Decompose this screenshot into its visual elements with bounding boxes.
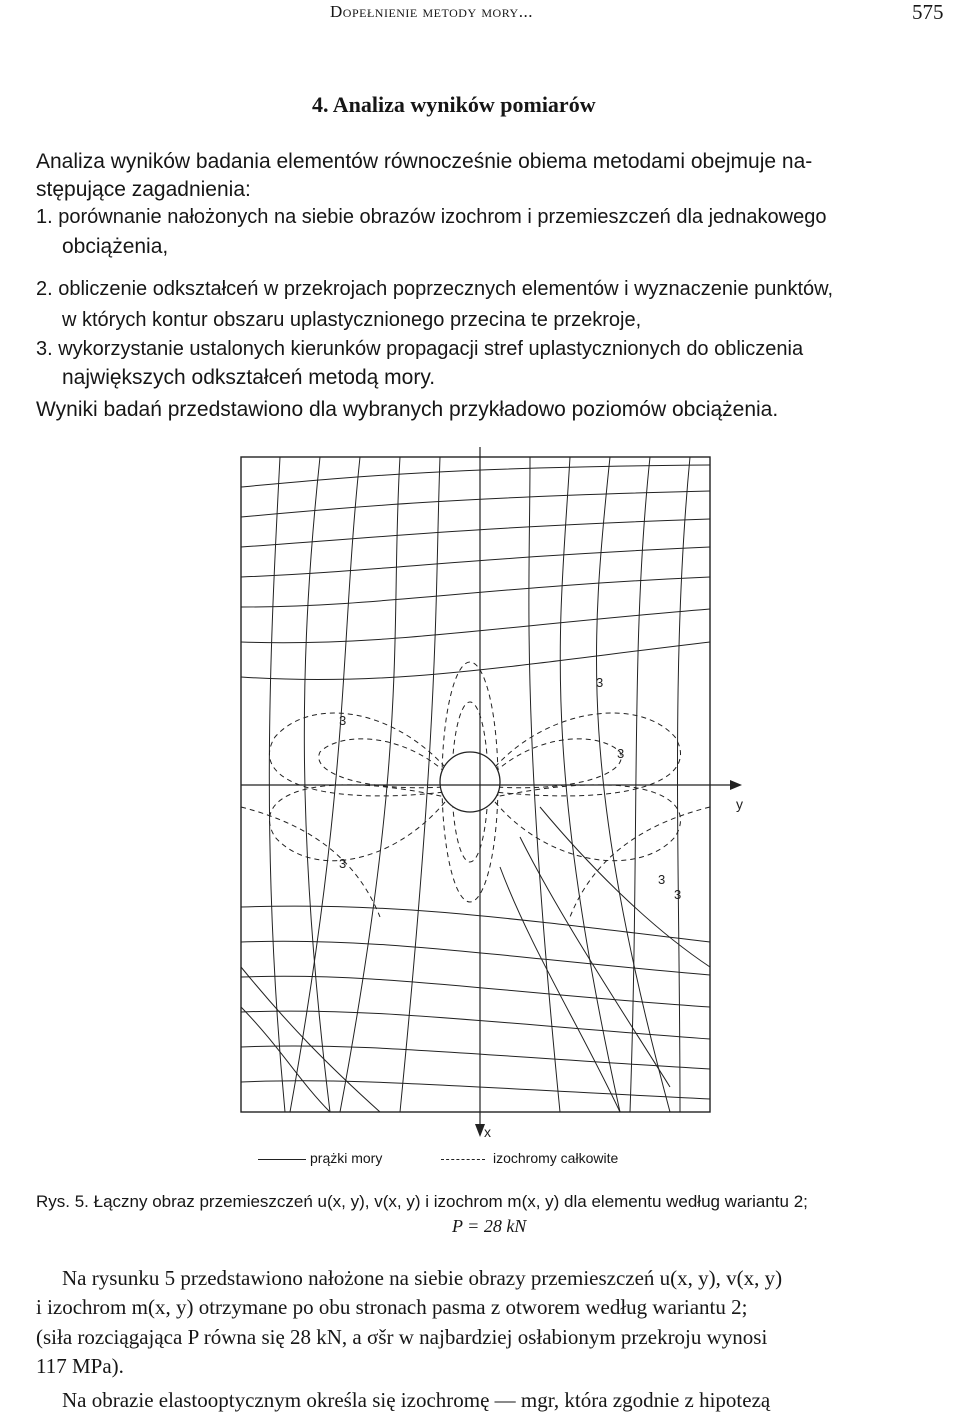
intro-line-3: 1. porównanie nałożonych na siebie obrazów izochrom i przemieszczeń dla jednakowego (36, 206, 827, 228)
paragraph-line-3: (siła rozciągająca P równa się 28 kN, a σšr w najbardziej osłabionym przekroju wynosi (36, 1325, 768, 1349)
running-head: Dopełnienie metody mory... (330, 2, 533, 21)
intro-line-5: 2. obliczenie odkształceń w przekrojach poprzecznych elementów i wyznaczenie punktów, (36, 278, 834, 300)
legend-solid-label: prążki mory (310, 1150, 383, 1166)
x-axis-label: x (484, 1124, 491, 1140)
intro-line-7: 3. wykorzystanie ustalonych kierunków propagacji stref uplastycznionych do obliczenia (36, 338, 804, 360)
contour-label-3: 3 (596, 675, 604, 690)
intro-line-1: Analiza wyników badania elementów równocześnie obiema metodami obejmuje na- (36, 150, 813, 173)
dashed-line-sample (441, 1159, 485, 1160)
section-title: 4. Analiza wyników pomiarów (312, 92, 596, 117)
y-axis-arrow (730, 780, 742, 790)
moire-isochromatic-figure (200, 447, 760, 1147)
contour-label-3: 3 (339, 856, 347, 871)
intro-line-8: największych odkształceń metodą mory. (62, 366, 436, 389)
contour-label-3: 3 (674, 887, 682, 902)
contour-label-3: 3 (658, 872, 666, 887)
paragraph-line-1: Na rysunku 5 przedstawiono nałożone na siebie obrazy przemieszczeń u(x, y), v(x, y) (62, 1266, 783, 1290)
y-axis-label: y (736, 796, 743, 812)
paragraph-line-2: i izochrom m(x, y) otrzymane po obu stronach pasma z otworem według wariantu 2; (36, 1295, 748, 1319)
legend-dashed-label: izochromy całkowite (493, 1150, 619, 1166)
legend-moire-fringes (258, 1150, 382, 1166)
figure-caption-load: P = 28 kN (452, 1216, 527, 1236)
solid-line-sample (258, 1159, 306, 1160)
intro-line-9: Wyniki badań przedstawiono dla wybranych przykładowo poziomów obciążenia. (36, 398, 779, 421)
intro-line-2: stępujące zagadnienia: (36, 178, 251, 201)
page-number: 575 (912, 0, 944, 24)
legend-isochromatics (441, 1150, 618, 1166)
central-hole (440, 752, 500, 812)
contour-label-3: 3 (339, 713, 347, 728)
intro-line-6: w których kontur obszaru uplastycznionego przecina te przekroje, (62, 309, 642, 331)
paragraph-line-4: 117 MPa). (36, 1354, 124, 1378)
contour-label-3: 3 (617, 746, 625, 761)
paragraph-line-5: Na obrazie elastooptycznym określa się izochromę — mgr, która zgodnie z hipotezą (62, 1388, 771, 1412)
figure-caption: Rys. 5. Łączny obraz przemieszczeń u(x, y), v(x, y) i izochrom m(x, y) dla elementu według wariantu 2; (36, 1192, 808, 1211)
intro-line-4: obciążenia, (62, 235, 169, 258)
fringe-pattern-drawing (200, 447, 760, 1147)
